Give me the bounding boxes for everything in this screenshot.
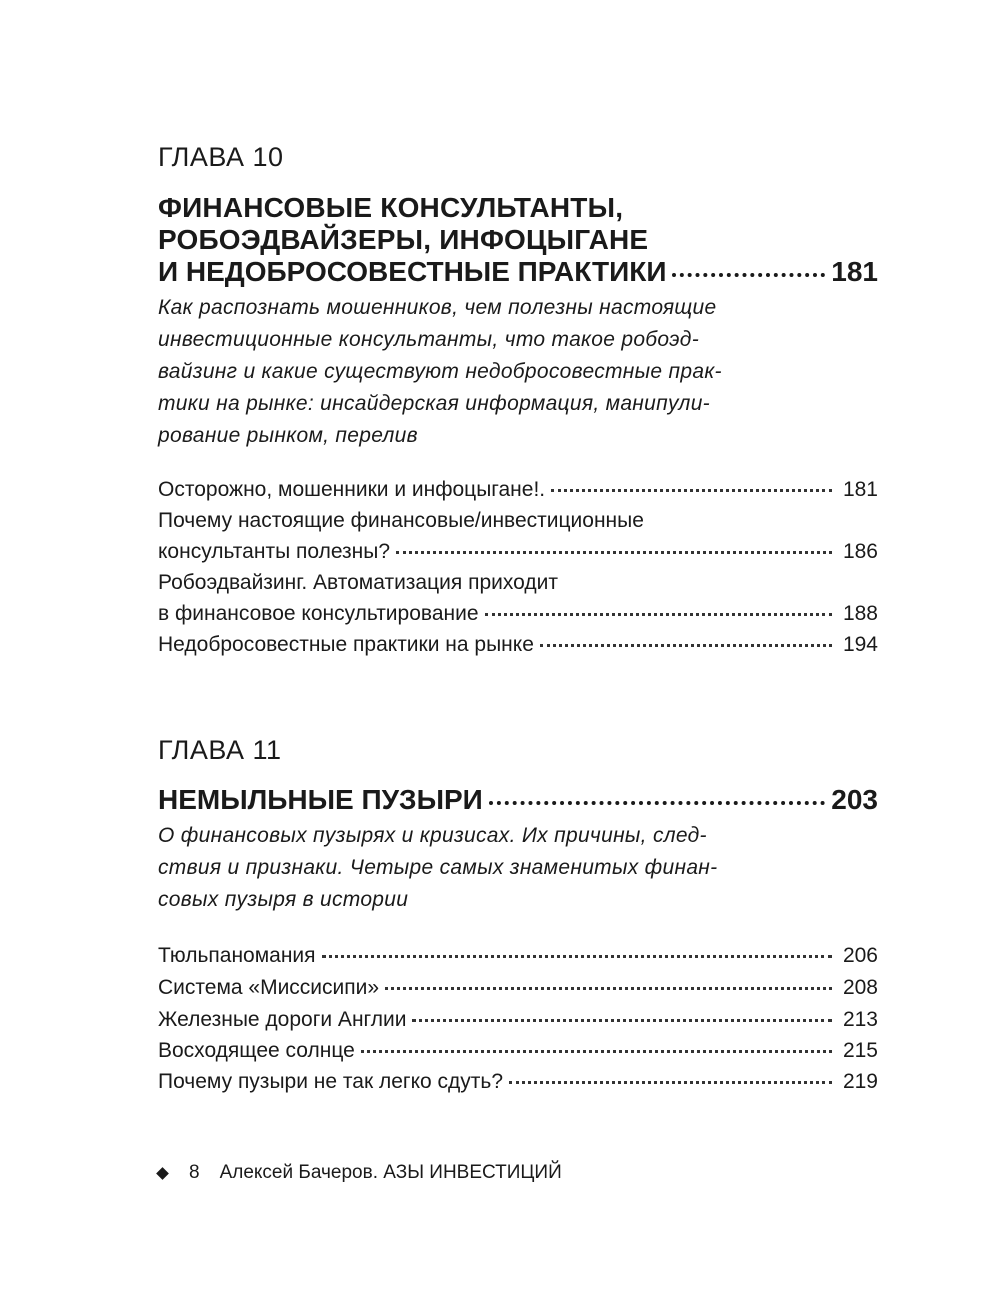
toc-entry-page: 194 xyxy=(842,633,878,656)
dot-leader xyxy=(485,613,832,616)
description-line: рование рынком, перелив xyxy=(158,424,418,447)
toc-entry[interactable] xyxy=(158,1066,878,1097)
toc-entry-title: Система «Миссисипи» xyxy=(158,976,380,999)
chapter-10-title-line-1: ФИНАНСОВЫЕ КОНСУЛЬТАНТЫ, xyxy=(158,192,624,223)
description-line: Как распознать мошенников, чем полезны настоящие xyxy=(158,296,717,319)
toc-entry[interactable] xyxy=(158,567,878,629)
description-line: ствия и признаки. Четыре самых знаменитых финан- xyxy=(158,856,718,879)
toc-entry-page: 181 xyxy=(842,478,878,501)
toc-entry-title: Тюльпаномания xyxy=(158,944,316,967)
dot-leader xyxy=(396,551,832,554)
dot-leader xyxy=(509,1081,832,1084)
footer-page-number: 8 xyxy=(189,1162,200,1183)
dot-leader xyxy=(551,489,832,492)
chapter-10-title-leader[interactable] xyxy=(158,256,878,288)
chapter-10-title-line-3: И НЕДОБРОСОВЕСТНЫЕ ПРАКТИКИ xyxy=(158,256,667,287)
dot-leader xyxy=(540,644,832,647)
toc-entry-title: консультанты полезны? xyxy=(158,540,391,563)
toc-entry-title: Почему пузыри не так легко сдуть? xyxy=(158,1070,503,1093)
toc-entry-page: 206 xyxy=(842,944,878,967)
toc-entry[interactable] xyxy=(158,940,878,971)
toc-entry-title: в финансовое консультирование xyxy=(158,602,479,625)
description-line: О финансовых пузырях и кризисах. Их причины, след- xyxy=(158,824,707,847)
chapter-11-description xyxy=(158,820,748,916)
chapter-10-page: 181 xyxy=(831,256,878,287)
toc-entry-title-line-1: Почему настоящие финансовые/инвестиционные xyxy=(158,509,644,532)
toc-entry[interactable] xyxy=(158,972,878,1003)
description-line: совых пузыря в истории xyxy=(158,888,409,911)
description-line: тики на рынке: инсайдерская информация, манипули- xyxy=(158,392,710,415)
toc-entry[interactable] xyxy=(158,629,878,660)
toc-entry-title: Железные дороги Англии xyxy=(158,1008,407,1031)
footer-book-title: Алексей Бачеров. АЗЫ ИНВЕСТИЦИЙ xyxy=(219,1162,562,1183)
toc-entry-title-line-1: Робоэдвайзинг. Автоматизация приходит xyxy=(158,571,558,594)
dot-leader xyxy=(322,955,832,958)
dot-leader xyxy=(672,273,825,277)
chapter-10-title-line-2: РОБОЭДВАЙЗЕРЫ, ИНФОЦЫГАНЕ xyxy=(158,224,649,255)
dot-leader xyxy=(361,1050,832,1053)
diamond-icon xyxy=(156,1167,169,1180)
toc-entry-page: 186 xyxy=(842,540,878,563)
chapter-11-title: НЕМЫЛЬНЫЕ ПУЗЫРИ xyxy=(158,784,483,815)
toc-entry-page: 188 xyxy=(842,602,878,625)
toc-entry[interactable] xyxy=(158,1035,878,1066)
toc-entry-title: Осторожно, мошенники и инфоцыгане!. xyxy=(158,478,546,501)
toc-entry-title: Недобросовестные практики на рынке xyxy=(158,633,534,656)
dot-leader xyxy=(412,1019,832,1022)
chapter-11-page: 203 xyxy=(831,784,878,815)
description-line: инвестиционные консультанты, что такое робоэд- xyxy=(158,328,699,351)
toc-entry-title: Восходящее солнце xyxy=(158,1039,355,1062)
toc-entry-page: 208 xyxy=(842,976,878,999)
chapter-11-title-leader[interactable] xyxy=(158,784,878,816)
toc-entry-page: 219 xyxy=(842,1070,878,1093)
toc-entry[interactable] xyxy=(158,474,878,505)
chapter-10-description xyxy=(158,292,748,452)
toc-entry[interactable] xyxy=(158,505,878,567)
toc-entry[interactable] xyxy=(158,1004,878,1035)
toc-entry-page: 213 xyxy=(842,1008,878,1031)
page-footer xyxy=(158,1162,562,1184)
chapter-10-label: ГЛАВА 10 xyxy=(158,142,284,172)
dot-leader xyxy=(489,801,825,805)
toc-entry-page: 215 xyxy=(842,1039,878,1062)
chapter-11-label: ГЛАВА 11 xyxy=(158,735,282,765)
dot-leader xyxy=(385,987,832,990)
description-line: вайзинг и какие существуют недобросовестные прак- xyxy=(158,360,722,383)
